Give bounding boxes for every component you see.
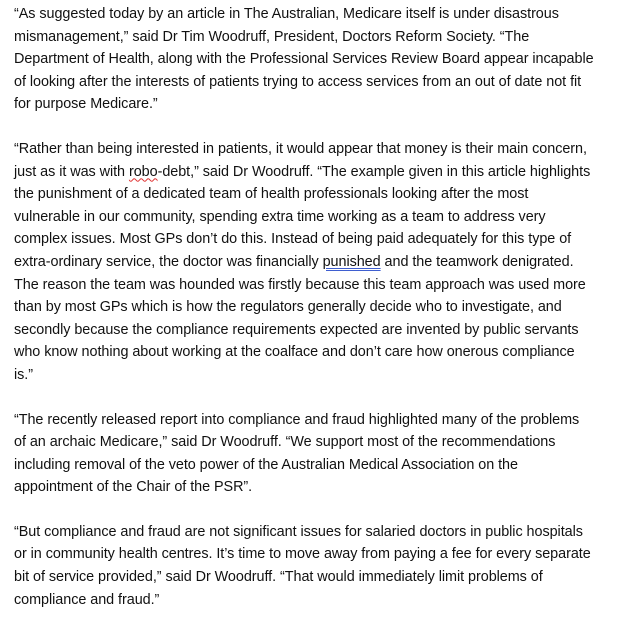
text-line: mismanagement,” said Dr Tim Woodruff, President, Doctors Reform Society. “The [14,28,530,45]
text-line: or in community health centres. It’s time to move away from paying a fee for every separate [14,546,591,563]
text-segment: and the teamwork denigrated. [380,253,574,270]
text-line: Department of Health, along with the Professional Services Review Board appear incapable [14,51,594,68]
paragraph-2 [14,138,620,387]
text-line: appointment of the Chair of the PSR”. [14,479,253,496]
paragraph-3 [14,409,620,499]
text-line [14,251,620,274]
text-line: secondly because the compliance requirements expected are invented by public servants [14,321,579,338]
text-line: who know nothing about working at the coalface and don’t care how onerous compliance [14,344,575,361]
text-segment: extra-ordinary service, the doctor was financially [14,253,323,270]
text-line [14,161,620,184]
text-line: “But compliance and fraud are not significant issues for salaried doctors in public hospitals [14,523,583,540]
text-line: for purpose Medicare.” [14,96,158,113]
text-line: is.” [14,366,33,383]
text-line: complex issues. Most GPs don’t do this. Instead of being paid adequately for this type of [14,231,572,248]
paragraph-4 [14,521,620,611]
text-line: of looking after the interests of patients trying to access services from an out of date not fit [14,73,582,90]
text-line: bit of service provided,” said Dr Woodruff. “That would immediately limit problems of [14,569,543,586]
text-line: The reason the team was hounded was firstly because this team approach was used more [14,276,586,293]
text-line: than by most GPs which is how the regulators generally decide who to investigate, and [14,299,562,316]
paragraph-1 [14,3,620,116]
text-line: vulnerable in our community, spending extra time working as a team to address very [14,208,546,225]
text-line: including removal of the veto power of the Australian Medical Association on the [14,456,518,473]
grammar-flag-word[interactable]: punished [322,253,381,270]
text-line: of an archaic Medicare,” said Dr Woodruff. “We support most of the recommendations [14,434,556,451]
text-line: “Rather than being interested in patients, it would appear that money is their main concern, [14,140,587,157]
document-body [14,3,620,633]
text-line: compliance and fraud.” [14,591,160,608]
text-line: “As suggested today by an article in The Australian, Medicare itself is under disastrous [14,6,559,22]
text-line: “The recently released report into compliance and fraud highlighted many of the problems [14,411,580,428]
text-segment: just as it was with [14,163,129,180]
text-segment: -debt,” said Dr Woodruff. “The example given in this article highlights [157,163,591,180]
text-line: the punishment of a dedicated team of health professionals looking after the most [14,186,529,203]
spelling-error-word[interactable]: robo [128,163,158,180]
